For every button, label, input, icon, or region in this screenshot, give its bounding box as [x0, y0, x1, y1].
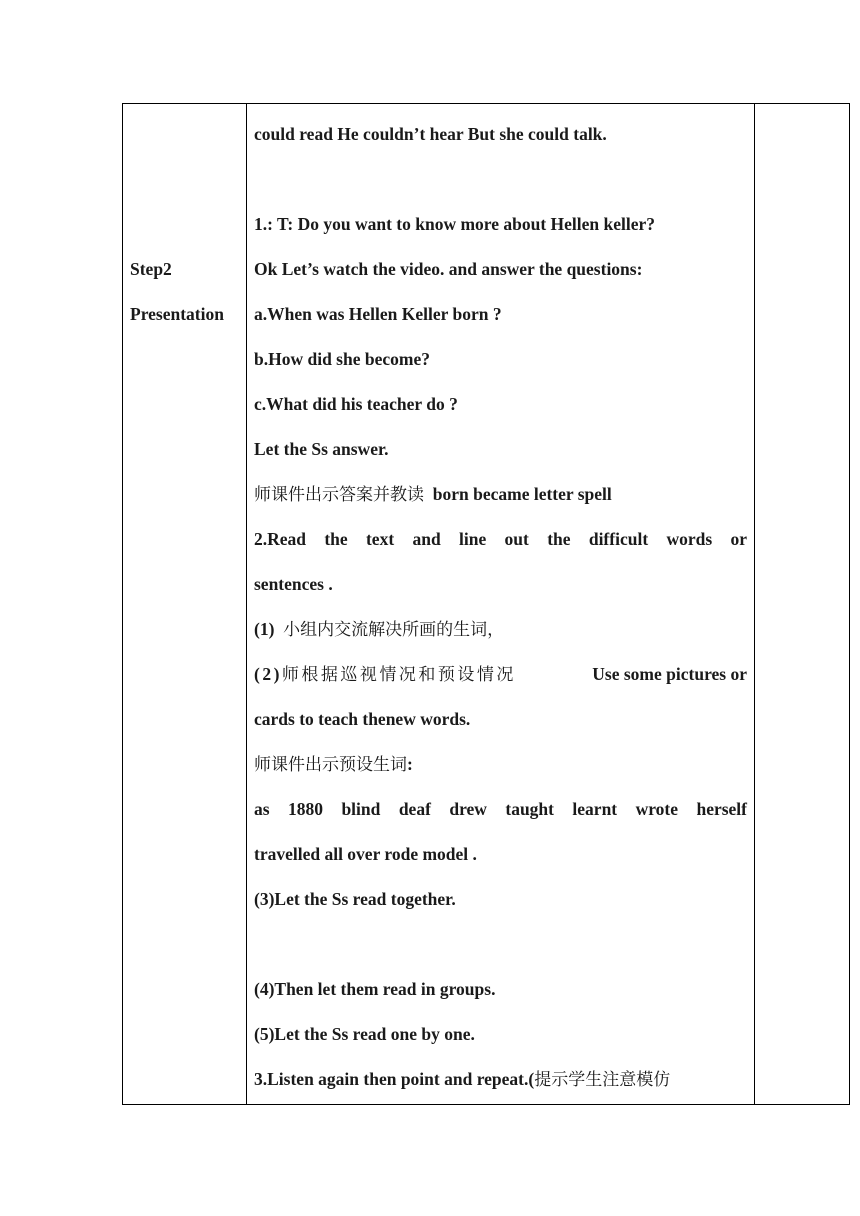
- content-line: could read He couldn’t hear But she could talk.: [254, 124, 607, 144]
- question-b: b.How did she become?: [254, 349, 430, 369]
- step-title: Presentation: [130, 304, 224, 324]
- question-c: c.What did his teacher do ?: [254, 394, 458, 414]
- english-text: 3.Listen again then point and repeat.(: [254, 1069, 535, 1089]
- content-cell: [247, 104, 755, 1105]
- table-row: [123, 104, 850, 1105]
- chinese-text: 小组内交流解决所画的生词，: [283, 620, 505, 640]
- content-line: (3)Let the Ss read together.: [254, 889, 456, 909]
- question-a: a.When was Hellen Keller born ?: [254, 304, 502, 324]
- content-line: 2.Read the text and line out the difficult words or: [254, 529, 747, 549]
- content-line: [254, 619, 747, 640]
- english-text: Use some pictures or: [592, 664, 747, 684]
- step-number: Step2: [130, 259, 172, 279]
- step-cell: [123, 104, 247, 1105]
- english-text: born became letter spell: [432, 484, 612, 504]
- chinese-text: 提示学生注意模仿: [534, 1070, 671, 1090]
- chinese-text: 师课件出示答案并教读: [254, 485, 424, 505]
- content-line: [254, 754, 747, 775]
- content-line: [254, 664, 747, 685]
- item-number: (2): [254, 664, 282, 684]
- chinese-text: 师课件出示预设生词: [254, 755, 407, 775]
- chinese-text: 师根据巡视情况和预设情况: [281, 665, 516, 685]
- content-line: cards to teach thenew words.: [254, 709, 471, 729]
- lesson-plan-table: [122, 103, 850, 1105]
- notes-cell: [755, 104, 850, 1105]
- colon-text: :: [407, 754, 413, 774]
- content-line: Ok Let’s watch the video. and answer the questions:: [254, 259, 643, 279]
- content-line: (5)Let the Ss read one by one.: [254, 1024, 475, 1044]
- vocabulary-line: as 1880 blind deaf drew taught learnt wrote herself: [254, 799, 747, 819]
- content-line: 1.: T: Do you want to know more about Hellen keller?: [254, 214, 656, 234]
- content-line: sentences .: [254, 574, 333, 594]
- vocabulary-line: travelled all over rode model .: [254, 844, 477, 864]
- content-line: Let the Ss answer.: [254, 439, 389, 459]
- content-line: [254, 484, 747, 505]
- content-line: [254, 1069, 747, 1090]
- content-line: (4)Then let them read in groups.: [254, 979, 496, 999]
- item-number: (1): [254, 619, 275, 639]
